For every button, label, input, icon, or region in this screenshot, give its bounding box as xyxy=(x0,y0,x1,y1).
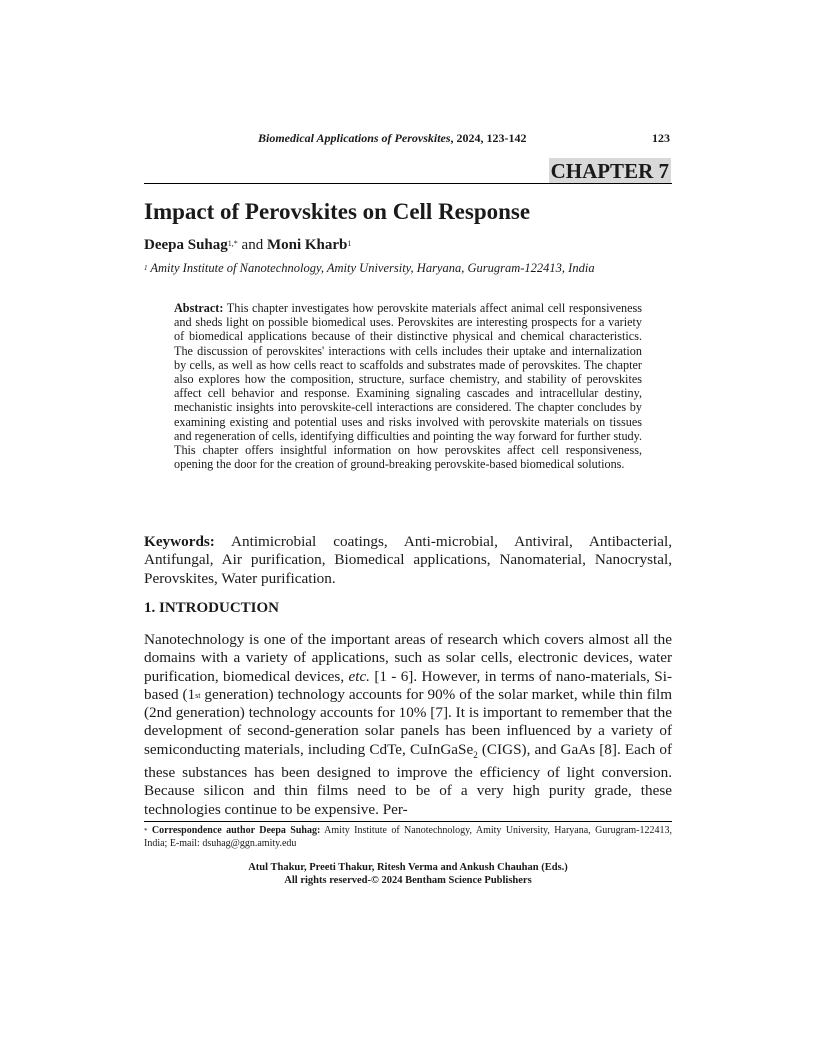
footnote-text: Amity Institute of Nanotechnology, Amity University, Haryana, Gurugram-122413, India; E-mail: dsuhag@ggn.amity.edu xyxy=(144,825,672,849)
keywords-label: Keywords: xyxy=(144,533,215,550)
author-name: Deepa Suhag xyxy=(144,237,228,253)
section-heading: 1. INTRODUCTION xyxy=(144,600,280,616)
affiliation xyxy=(144,261,672,275)
journal-citation: , 2024, 123-142 xyxy=(450,131,527,145)
chapter-label: CHAPTER 7 xyxy=(550,159,669,183)
author-connector: and xyxy=(237,237,267,253)
journal-title: Biomedical Applications of Perovskites xyxy=(258,131,451,145)
author-affiliation-marker: 1,* xyxy=(227,239,238,248)
abstract-label: Abstract: xyxy=(174,301,224,315)
copyright-line: All rights reserved-© 2024 Bentham Science Publishers xyxy=(284,874,532,886)
chapter-title: Impact of Perovskites on Cell Response xyxy=(144,199,531,224)
affiliation-marker: 1 xyxy=(144,264,148,272)
page-number: 123 xyxy=(652,131,670,145)
author-name: Moni Kharb xyxy=(266,237,348,253)
abstract-text: This chapter investigates how perovskite materials affect animal cell responsiveness and sheds light on possible biomedical uses. Perovskites are interesting prospects for a variety of biomedical applications because of their distinctive physical and chemical characteristics. The discussion of perovskites' interactions with cells includes their uptake and internalization by cells, as well as how cells react to scaffolds and substrates made of perovskites. The chapter also explores how the composition, structure, surface chemistry, and stability of perovskites affect cell behavior and response. Examining signaling cascades and intracellular destiny, mechanistic insights into perovskite-cell interactions are considered. The chapter concludes by examining existing and potential uses and risks involved with perovskite materials on tissues and regeneration of cells, identifying difficulties and pointing the way forward for further study. This chapter offers insightful information on how perovskites affect cell responsiveness, opening the door for the creation of ground-breaking perovskite-based biomedical solutions. xyxy=(174,301,642,472)
body-text-segment: (CIGS), and GaAs [8]. Each of these substances has been designed to improve the efficiency of light conversion. Because silicon and thin films need to be of a very high purity grade, these technologies continue to be expensive. Per- xyxy=(144,740,672,818)
footnote xyxy=(144,825,672,850)
affiliation-text: Amity Institute of Nanotechnology, Amity University, Haryana, Gurugram-122413, India xyxy=(147,261,595,275)
author-line xyxy=(144,236,351,254)
running-header xyxy=(258,131,670,146)
subscript: 2 xyxy=(473,749,478,760)
footnote-label: Correspondence author Deepa Suhag: xyxy=(147,825,321,836)
publisher-credits xyxy=(144,862,672,887)
chapter-divider xyxy=(144,183,672,184)
footnote-marker: * xyxy=(144,827,148,835)
body-text-italic: etc. xyxy=(348,667,370,685)
keywords xyxy=(144,533,672,588)
abstract xyxy=(174,301,642,471)
body-paragraph xyxy=(144,631,672,819)
body-text-segment: [1 - 6]. However, in terms of nano-materials, Si-based (1 xyxy=(144,667,672,703)
footnote-divider xyxy=(144,821,672,822)
author-affiliation-marker: 1 xyxy=(347,239,352,248)
body-text-segment: Nanotechnology is one of the important areas of research which covers almost all the domains with a variety of applications, such as solar cells, electronic devices, water purification, biomedical devices, xyxy=(144,631,672,685)
editors-line: Atul Thakur, Preeti Thakur, Ritesh Verma and Ankush Chauhan (Eds.) xyxy=(248,862,568,873)
body-text-segment: generation) technology accounts for 90% of the solar market, while thin film (2nd generation) technology accounts for 10% [7]. It is important to remember that the development of second-generation solar panels has been influenced by a variety of semiconducting materials, including CdTe, CuInGaSe xyxy=(144,685,673,758)
superscript: st xyxy=(195,690,201,700)
keywords-text: Antimicrobial coatings, Anti-microbial, Antiviral, Antibacterial, Antifungal, Air purification, Biomedical applications, Nanomaterial, Nanocrystal, Perovskites, Water purification. xyxy=(144,533,672,587)
